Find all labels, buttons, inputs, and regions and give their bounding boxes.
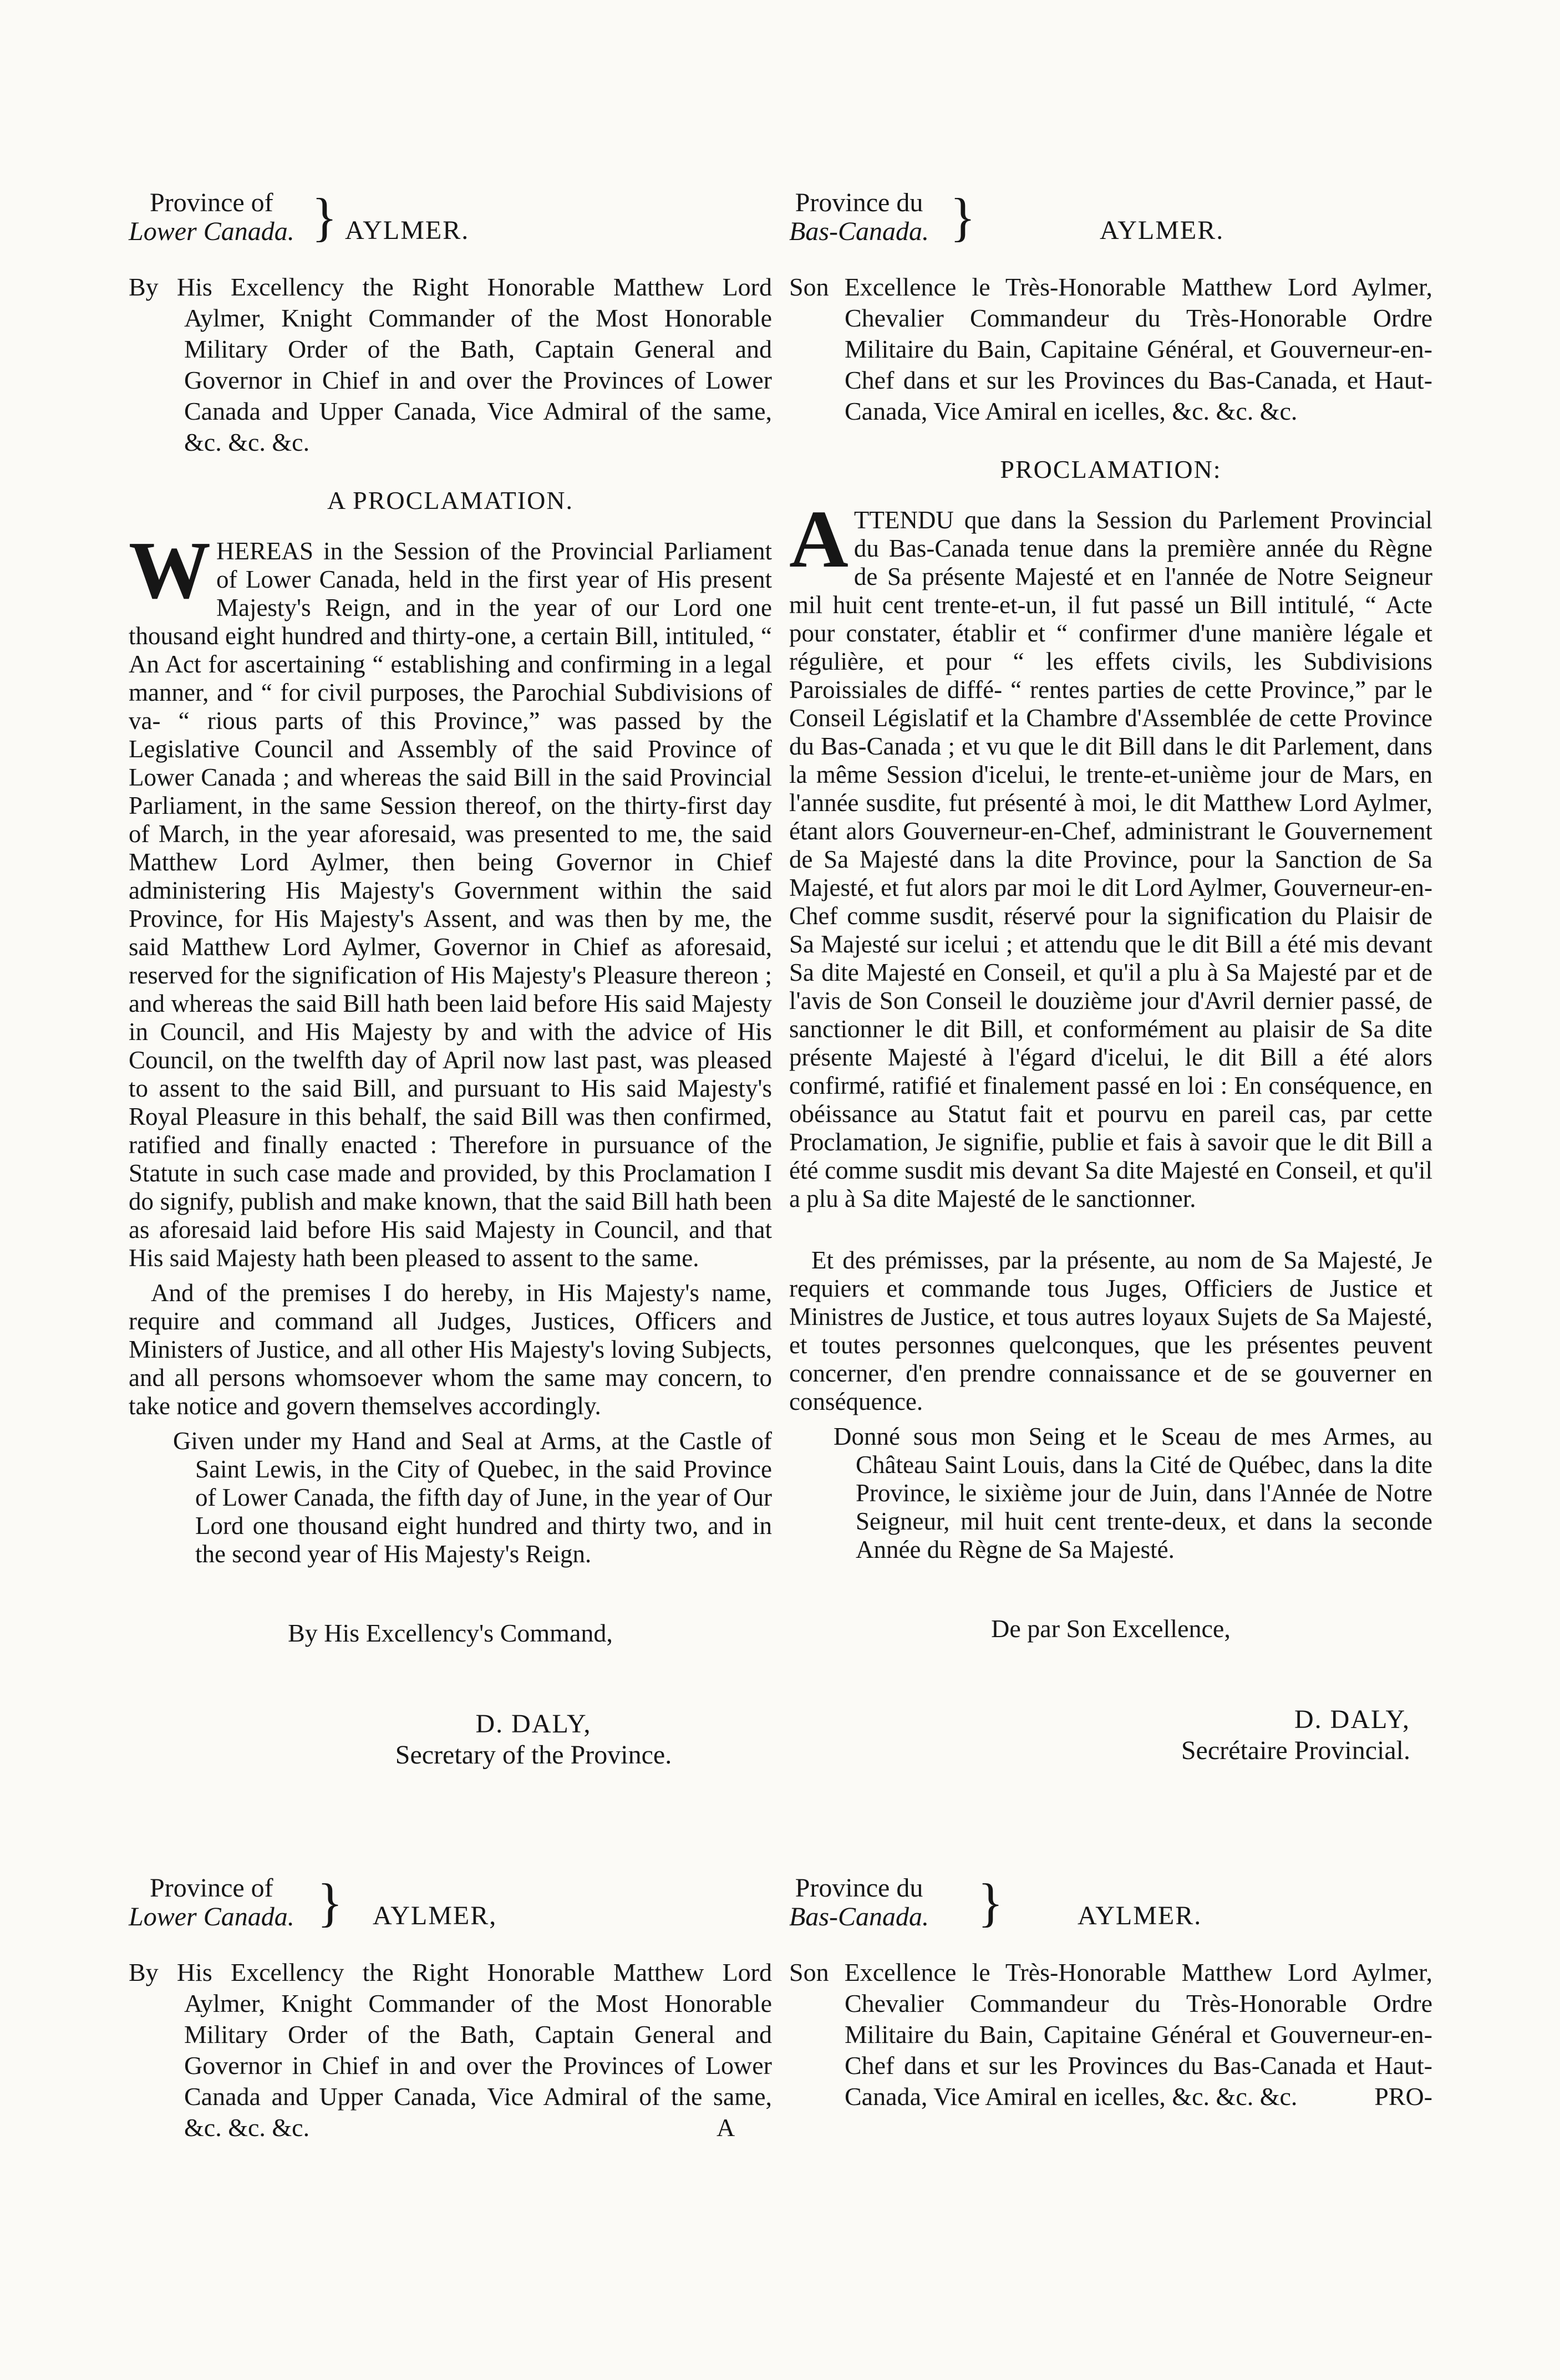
english-header <box>129 188 772 266</box>
province-block <box>789 188 929 246</box>
province-block <box>789 1874 929 1931</box>
proclamation-body: ATTENDU que dans la Session du Parlement Provincial du Bas-Canada tenue dans la première année du Règne de Sa présente Majesté et en l'année de Notre Seigneur mil huit cent trente-et-un, il fut passé un Bill intitulé, “ Acte pour constater, établir et “ confirmer d'une manière légale et régulière, et pour “ les effets civils, les Subdivisions Paroissiales de diffé- “ rentes parties de cette Province,” par le Conseil Législatif et la Chambre d'Assemblée de cette Province du Bas-Canada ; et vu que le dit Bill dans le dit Parlement, dans la même Session d'icelui, le trente-et-unième jour de Mars, en l'année susdite, fut présenté à moi, le dit Matthew Lord Aylmer, étant alors Gouverneur-en-Chef, administrant le Gouvernement de Sa Majesté dans la dite Province, pour la Sanction de Sa Majesté, et fut alors par moi le dit Lord Aylmer, Gouverneur-en-Chef comme susdit, réservé pour la signification du Plaisir de Sa Majesté sur icelui ; et attendu que le dit Bill a été mis devant Sa dite Majesté en Conseil, et qu'il a plu à Sa Majesté par et de l'avis de Son Conseil le douzième jour d'Avril dernier passé, de sanctionner le dit Bill, et conformément au plaisir de Sa dite présente Majesté à l'égard d'icelui, le dit Bill a été alors confirmé, ratifié et finalement passé en loi : En conséquence, en obéissance au Statut fait et pourvu en pareil cas, par cette Proclamation, Je signifie, publie et fais à savoir que le dit Bill a été comme susdit mis devant Sa dite Majesté en Conseil, et qu'il a plu à Sa dite Majesté de le sanctionner. <box>789 494 1432 1212</box>
province-label: Province du <box>795 188 923 217</box>
catchword: PRO- <box>1374 2082 1432 2111</box>
given-under-paragraph: Given under my Hand and Seal at Arms, at the Castle of Saint Lewis, in the City of Quebec, in the said Province of Lower Canada, the fifth day of June, in the year of Our Lord one thousand eight hundred and thirty two, and in the second year of His Majesty's Reign. <box>173 1427 772 1568</box>
signatory-name: D. DALY, <box>1294 1705 1410 1734</box>
french-header <box>789 188 1432 266</box>
province-block <box>129 188 294 246</box>
given-under-paragraph: Donné sous mon Seing et le Sceau de mes Armes, au Château Saint Louis, dans la Cité de Québec, dans la dite Province, le sixième jour de Juin, dans l'Année de Notre Seigneur, mil huit cent trente-deux, et dans la seconde Année du Règne de Sa Majesté. <box>834 1423 1432 1563</box>
proclamation-title: A PROCLAMATION. <box>327 486 574 514</box>
french-header-2 <box>789 1874 1432 1951</box>
dedication: By His Excellency the Right Honorable Matthew Lord Aylmer, Knight Commander of the Most Honorable Military Order of the Bath, Captain General and Governor in Chief in and over the Provinces of Lower Canada and Upper Canada, Vice Admiral of the same, &c. &c. &c. <box>129 273 772 456</box>
brace-icon: } <box>978 1873 1004 1932</box>
governor-name: AYLMER. <box>345 216 470 245</box>
proclamation-title: PROCLAMATION: <box>1000 455 1222 483</box>
french-proclamation-2 <box>789 1874 1432 2112</box>
proclamation-body: WHEREAS in the Session of the Provincial Parliament of Lower Canada, held in the first year of His present Majesty's Reign, and in the year of our Lord one thousand eight hundred and thirty-one, a certain Bill, intituled, “ An Act for ascertaining “ establishing and confirming in a legal manner, and “ for civil purposes, the Parochial Subdivisions of va- “ rious parts of this Province,” was passed by the Legislative Council and Assembly of the said Province of Lower Canada ; and whereas the said Bill in the said Provincial Parliament, in the same Session thereof, on the thirty-first day of March, in the year aforesaid, was presented to me, the said Matthew Lord Aylmer, then being Governor in Chief administering His Majesty's Government within the said Province, for His Majesty's Assent, and was then by me, the said Matthew Lord Aylmer, Governor in Chief as aforesaid, reserved for the signification of His Majesty's Pleasure thereon ; and whereas the said Bill hath been laid before His said Majesty in Council, and His Majesty by and with the advice of His Council, on the twelfth day of April now last past, was pleased to assent to the said Bill, and pursuant to His said Majesty's Royal Pleasure in this behalf, the said Bill was then confirmed, ratified and finally enacted : Therefore in pursuance of the Statute in such case made and provided, by this Proclamation I do signify, publish and make known, that the said Bill hath been as aforesaid laid before His said Majesty in Council, and that His said Majesty hath been pleased to assent to the same. <box>129 525 772 1272</box>
brace-icon: } <box>950 187 976 247</box>
province-name: Bas-Canada. <box>789 1902 929 1931</box>
dedication: By His Excellency the Right Honorable Matthew Lord Aylmer, Knight Commander of the Most Honorable Military Order of the Bath, Captain General and Governor in Chief in and over the Provinces of Lower Canada and Upper Canada, Vice Admiral of the same, &c. &c. &c. A <box>129 1958 772 2142</box>
province-name: Lower Canada. <box>129 217 294 246</box>
dedication-text: By His Excellency the Right Honorable Matthew Lord Aylmer, Knight Commander of the Most Honorable Military Order of the Bath, Captain General and Governor in Chief in and over the Provinces of Lower Canada and Upper Canada, Vice Admiral of the same, &c. &c. &c. <box>129 1958 772 2142</box>
brace-icon: } <box>317 1873 343 1932</box>
province-label: Province du <box>795 1873 923 1903</box>
signatory-title: Secrétaire Provincial. <box>1181 1736 1410 1765</box>
governor-name: AYLMER. <box>1100 216 1224 245</box>
english-header-2 <box>129 1874 772 1951</box>
command-paragraph: Et des prémisses, par la présente, au nom de Sa Majesté, Je requiers et commande tous Juges, Officiers de Justice et Ministres de Justice, et tous autres loyaux Sujets de Sa Majesté, et toutes personnes quelconques, que les présentes peuvent concerner, d'en prendre connaissance et de se gouverner en conséquence. <box>789 1246 1432 1415</box>
brace-icon: } <box>312 187 338 247</box>
dedication: Son Excellence le Très-Honorable Matthew Lord Aylmer, Chevalier Commandeur du Très-Honorable Ordre Militaire du Bain, Capitaine Général, et Gouverneur-en-Chef dans et sur les Provinces du Bas-Canada, et Haut-Canada, Vice Amiral en icelles, &c. &c. &c. <box>789 273 1432 425</box>
command-line: By His Excellency's Command, <box>288 1619 613 1647</box>
province-block <box>129 1874 294 1931</box>
command-line: De par Son Excellence, <box>991 1614 1231 1643</box>
province-name: Lower Canada. <box>129 1902 294 1931</box>
signatory-name: D. DALY, <box>475 1709 592 1739</box>
english-proclamation <box>129 188 772 1771</box>
province-name: Bas-Canada. <box>789 217 929 246</box>
province-label: Province of <box>150 1873 273 1903</box>
french-proclamation <box>789 188 1432 1766</box>
dedication-text: Son Excellence le Très-Honorable Matthew Lord Aylmer, Chevalier Commandeur du Très-Honorable Ordre Militaire du Bain, Capitaine Général et Gouverneur-en-Chef dans et sur les Provinces du Bas-Canada et Haut-Canada, Vice Amiral en icelles, &c. &c. &c. <box>789 1958 1432 2111</box>
command-paragraph: And of the premises I do hereby, in His Majesty's name, require and command all Judges, Justices, Officers and Ministers of Justice, and all other His Majesty's loving Subjects, and all persons whomsoever whom the same may concern, to take notice and govern themselves accordingly. <box>129 1279 772 1420</box>
signatory-title: Secretary of the Province. <box>395 1740 672 1770</box>
governor-name: AYLMER, <box>373 1901 497 1930</box>
signature-block <box>129 1709 772 1771</box>
province-label: Province of <box>150 188 273 217</box>
governor-name: AYLMER. <box>1078 1901 1202 1930</box>
english-proclamation-2 <box>129 1874 772 2143</box>
dedication <box>789 1957 1432 2112</box>
signature-block <box>789 1704 1432 1766</box>
